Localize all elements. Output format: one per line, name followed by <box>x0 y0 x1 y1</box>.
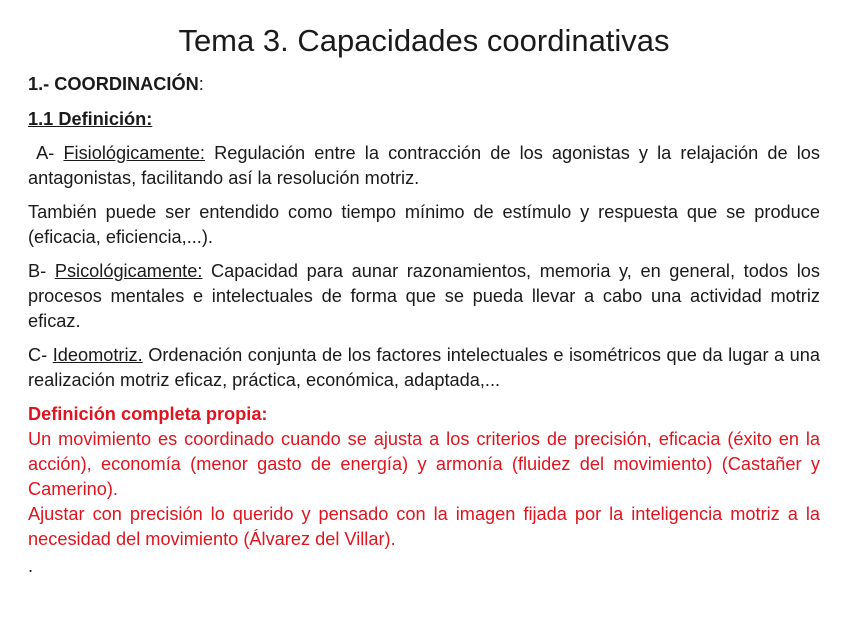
section-heading-colon: : <box>198 74 204 94</box>
own-definition-text-2: Ajustar con precisión lo querido y pensado con la imagen fijada por la inteligencia motriz a la necesidad del movimiento (Álvarez del Villar). <box>28 504 820 549</box>
slide-content <box>28 72 820 579</box>
paragraph-also: También puede ser entendido como tiempo mínimo de estímulo y respuesta que se produce (eficacia, eficiencia,...). <box>28 202 820 247</box>
slide-title: Tema 3. Capacidades coordinativas <box>178 23 670 58</box>
section-heading <box>28 72 820 97</box>
paragraph-b-text: Capacidad para aunar razonamientos, memoria y, en general, todos los procesos mentales e intelectuales de forma que se pueda llevar a cabo una actividad motriz eficaz. <box>28 261 820 331</box>
paragraph-physiological <box>28 141 820 191</box>
paragraph-a-prefix: A- <box>28 143 64 163</box>
term-psychological: Psicológicamente: <box>54 261 203 281</box>
subheading-definition: 1.1 Definición: <box>28 109 153 129</box>
paragraph-c-text: Ordenación conjunta de los factores intelectuales e isométricos que da lugar a una realización motriz eficaz, práctica, económica, adaptada,... <box>28 345 821 390</box>
term-physiological: Fisiológicamente: <box>63 143 205 163</box>
paragraph-b-prefix: B- <box>28 261 55 281</box>
paragraph-ideomotor <box>28 343 820 393</box>
term-ideomotor: Ideomotriz. <box>52 345 143 365</box>
paragraph-a-text: Regulación entre la contracción de los agonistas y la relajación de los antagonistas, facilitando así la resolución motriz. <box>28 143 820 188</box>
trailing-dot: . <box>28 556 34 576</box>
paragraph-psychological <box>28 259 820 334</box>
own-definition-heading: Definición completa propia: <box>28 404 268 424</box>
section-heading-text: 1.- COORDINACIÓN <box>28 74 199 94</box>
paragraph-c-prefix: C- <box>28 345 53 365</box>
own-definition-text-1: Un movimiento es coordinado cuando se ajusta a los criterios de precisión, eficacia (éxito en la acción), economía (menor gasto de energía) y armonía (fluidez del movimiento) (Castañer y Camerino). <box>28 429 820 499</box>
